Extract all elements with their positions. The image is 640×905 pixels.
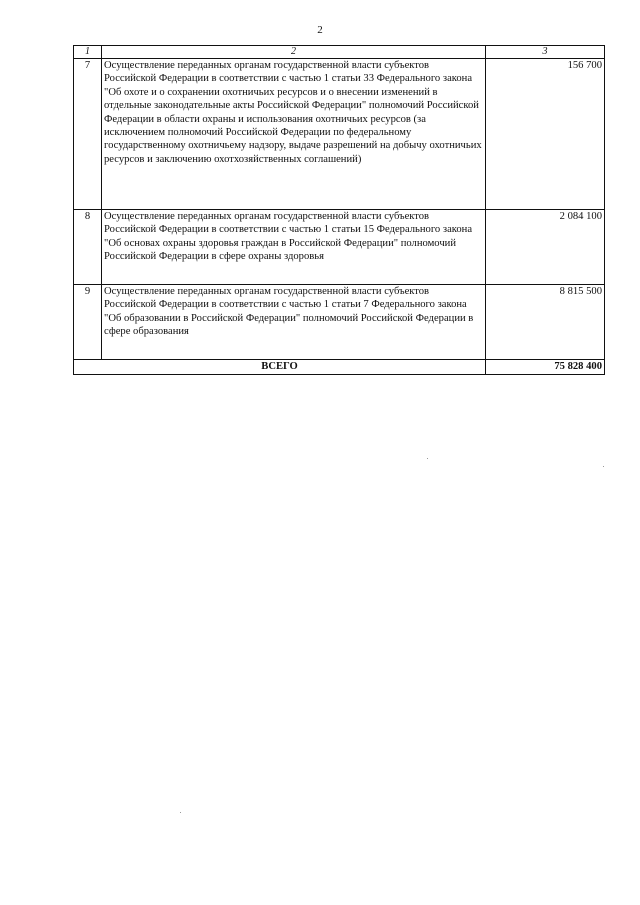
page-number: 2: [317, 24, 323, 36]
table-row: [74, 59, 605, 210]
row-number: 8: [74, 210, 102, 285]
row-number: 9: [74, 285, 102, 360]
row-description: Осуществление переданных органам государственной власти субъектов Российской Федерации в соответствии с частью 1 статьи 33 Федерального закона "Об охоте и о сохранении охотничьих ресурсов и о внесении изменений в отдельные законодательные акты Российской Федерации" полномочий Российской Федерации в области охраны и использования охотничьих ресурсов (за исключением полномочий Российской Федерации по федеральному государственному охотничьему надзору, выдаче разрешений на добычу охотничьих ресурсов и заключению охотхозяйственных соглашений): [102, 59, 486, 210]
total-label: ВСЕГО: [74, 360, 486, 375]
row-amount: 156 700: [486, 59, 605, 210]
table-header-row: [74, 46, 605, 59]
scan-speck: [603, 466, 604, 467]
scan-speck: [427, 458, 428, 459]
table-row: [74, 285, 605, 360]
scan-speck: [180, 812, 181, 813]
row-description: Осуществление переданных органам государственной власти субъектов Российской Федерации в соответствии с частью 1 статьи 15 Федерального закона "Об основах охраны здоровья граждан в Российской Федерации" полномочий Российской Федерации в сфере охраны здоровья: [102, 210, 486, 285]
row-amount: 8 815 500: [486, 285, 605, 360]
row-description: Осуществление переданных органам государственной власти субъектов Российской Федерации в соответствии с частью 1 статьи 7 Федерального закона "Об образовании в Российской Федерации" полномочий Российской Федерации в сфере образования: [102, 285, 486, 360]
column-header-description: 2: [102, 46, 486, 59]
subventions-table: [73, 45, 605, 375]
row-amount: 2 084 100: [486, 210, 605, 285]
row-number: 7: [74, 59, 102, 210]
total-row: [74, 360, 605, 375]
total-amount: 75 828 400: [486, 360, 605, 375]
column-header-number: 1: [74, 46, 102, 59]
table-row: [74, 210, 605, 285]
column-header-amount: 3: [486, 46, 605, 59]
